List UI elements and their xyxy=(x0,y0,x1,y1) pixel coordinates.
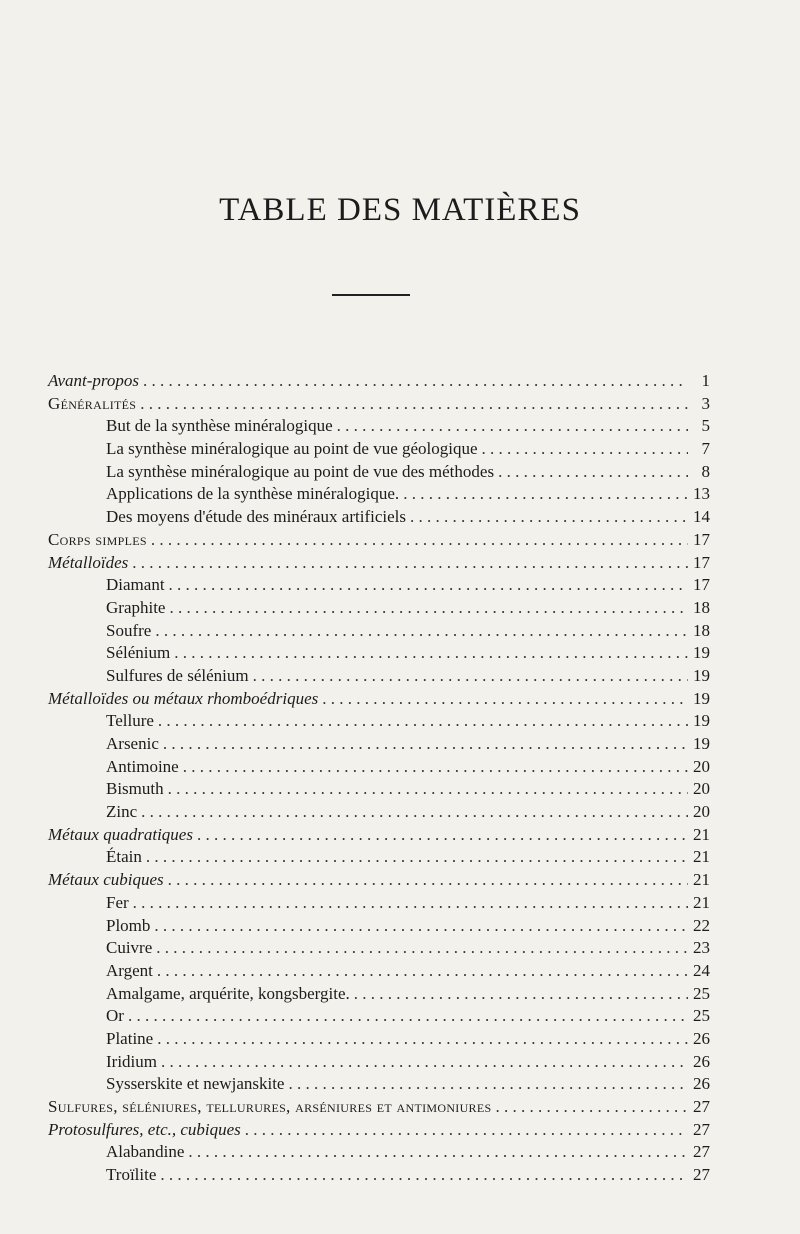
dot-leader xyxy=(132,552,688,575)
toc-entry-page: 21 xyxy=(693,892,710,912)
toc-entry-label: Métalloïdes ou métaux rhomboédriques xyxy=(48,688,319,708)
toc-entry xyxy=(48,937,710,960)
dot-leader xyxy=(157,1028,688,1051)
toc-entry-label: Iridium xyxy=(106,1051,157,1071)
toc-entry-page: 24 xyxy=(693,960,710,980)
toc-entry-page: 7 xyxy=(701,439,710,459)
toc-entry-page: 17 xyxy=(693,529,710,549)
dot-leader xyxy=(160,1164,688,1187)
toc-entry xyxy=(48,506,710,529)
toc-entry-label: But de la synthèse minéralogique xyxy=(106,416,333,436)
title-rule xyxy=(332,294,410,296)
toc-entry-label: Fer xyxy=(106,892,129,912)
toc-entry xyxy=(48,869,710,892)
toc-entry xyxy=(48,846,710,869)
toc-entry xyxy=(48,915,710,938)
toc-entry-label: Métalloïdes xyxy=(48,552,129,572)
toc-entry-page: 21 xyxy=(693,824,710,844)
toc-entry xyxy=(48,756,710,779)
toc-entry-label: Bismuth xyxy=(106,779,164,799)
toc-entry-page: 21 xyxy=(693,847,710,867)
table-of-contents xyxy=(48,370,710,1187)
toc-entry xyxy=(48,1096,710,1119)
toc-entry-page: 20 xyxy=(693,756,710,776)
toc-entry xyxy=(48,552,710,575)
toc-entry-page: 3 xyxy=(701,393,710,413)
dot-leader xyxy=(133,892,688,915)
toc-entry-label: Zinc xyxy=(106,802,138,822)
toc-entry-page: 25 xyxy=(693,983,710,1003)
dot-leader xyxy=(337,415,688,438)
toc-entry xyxy=(48,461,710,484)
toc-entry-page: 26 xyxy=(693,1028,710,1048)
toc-entry xyxy=(48,892,710,915)
toc-entry-page: 22 xyxy=(693,915,710,935)
toc-entry xyxy=(48,983,710,1006)
dot-leader xyxy=(183,756,688,779)
toc-entry-page: 8 xyxy=(701,461,710,481)
dot-leader xyxy=(141,801,688,824)
toc-entry-label: Plomb xyxy=(106,915,151,935)
dot-leader xyxy=(197,824,688,847)
toc-entry-page: 14 xyxy=(693,507,710,527)
page-title: TABLE DES MATIÈRES xyxy=(219,192,581,228)
toc-entry xyxy=(48,801,710,824)
toc-entry-page: 27 xyxy=(693,1119,710,1139)
toc-entry-page: 26 xyxy=(693,1074,710,1094)
toc-entry-label: Cuivre xyxy=(106,938,153,958)
dot-leader xyxy=(174,642,688,665)
toc-entry-page: 27 xyxy=(693,1142,710,1162)
dot-leader xyxy=(163,733,688,756)
toc-entry xyxy=(48,620,710,643)
toc-entry-label: Sysserskite et newjanskite xyxy=(106,1074,285,1094)
toc-entry-label: Applications de la synthèse minéralogique. xyxy=(106,484,400,504)
toc-entry-label: Antimoine xyxy=(106,756,179,776)
toc-entry-page: 27 xyxy=(693,1165,710,1185)
toc-entry xyxy=(48,1119,710,1142)
dot-leader xyxy=(498,461,688,484)
toc-entry xyxy=(48,642,710,665)
dot-leader xyxy=(169,574,688,597)
dot-leader xyxy=(157,960,688,983)
toc-entry-label: Diamant xyxy=(106,575,165,595)
dot-leader xyxy=(161,1051,688,1074)
dot-leader xyxy=(322,688,688,711)
toc-entry-page: 19 xyxy=(693,688,710,708)
dot-leader xyxy=(146,846,688,869)
dot-leader xyxy=(354,983,688,1006)
dot-leader xyxy=(288,1073,688,1096)
toc-entry-page: 20 xyxy=(693,779,710,799)
toc-entry xyxy=(48,1073,710,1096)
toc-entry-label: Métaux cubiques xyxy=(48,870,164,890)
toc-entry-label: La synthèse minéralogique au point de vue géologique xyxy=(106,439,478,459)
toc-entry-page: 5 xyxy=(701,416,710,436)
toc-entry-label: Corps simples xyxy=(48,529,147,549)
toc-entry xyxy=(48,1141,710,1164)
dot-leader xyxy=(158,710,688,733)
toc-entry-label: Argent xyxy=(106,960,153,980)
toc-entry xyxy=(48,574,710,597)
toc-entry xyxy=(48,778,710,801)
toc-entry xyxy=(48,710,710,733)
toc-entry-label: Troïlite xyxy=(106,1165,157,1185)
toc-entry-page: 21 xyxy=(693,870,710,890)
toc-entry-label: Alabandine xyxy=(106,1142,185,1162)
toc-entry xyxy=(48,597,710,620)
toc-entry xyxy=(48,1164,710,1187)
dot-leader xyxy=(143,370,688,393)
toc-entry-page: 20 xyxy=(693,802,710,822)
toc-entry-label: Amalgame, arquérite, kongsbergite. xyxy=(106,983,350,1003)
toc-entry-page: 13 xyxy=(693,484,710,504)
dot-leader xyxy=(169,597,688,620)
toc-entry xyxy=(48,824,710,847)
dot-leader xyxy=(156,937,688,960)
toc-entry-page: 27 xyxy=(693,1097,710,1116)
toc-entry-label: Sélénium xyxy=(106,643,171,663)
toc-entry-label: Platine xyxy=(106,1028,154,1048)
dot-leader xyxy=(403,483,688,506)
dot-leader xyxy=(482,438,688,461)
dot-leader xyxy=(188,1141,688,1164)
dot-leader xyxy=(495,1096,688,1119)
toc-entry-page: 1 xyxy=(701,371,710,390)
toc-entry-label: Graphite xyxy=(106,597,166,617)
toc-entry-page: 19 xyxy=(693,734,710,753)
dot-leader xyxy=(253,665,688,688)
toc-entry-label: La synthèse minéralogique au point de vue des méthodes xyxy=(106,461,495,481)
toc-entry-page: 17 xyxy=(693,575,710,595)
toc-entry xyxy=(48,438,710,461)
toc-entry-page: 23 xyxy=(693,938,710,958)
toc-entry xyxy=(48,960,710,983)
toc-entry-label: Des moyens d'étude des minéraux artificiels xyxy=(106,507,406,527)
toc-entry-page: 19 xyxy=(693,665,710,685)
toc-entry-page: 18 xyxy=(693,620,710,640)
toc-entry-page: 25 xyxy=(693,1006,710,1026)
toc-entry-page: 18 xyxy=(693,597,710,617)
toc-entry xyxy=(48,415,710,438)
toc-entry-label: Soufre xyxy=(106,620,152,640)
toc-entry-label: Métaux quadratiques xyxy=(48,824,193,844)
toc-entry-page: 26 xyxy=(693,1051,710,1071)
dot-leader xyxy=(154,915,688,938)
toc-entry xyxy=(48,665,710,688)
toc-entry-label: Tellure xyxy=(106,711,154,731)
toc-entry-label: Sulfures, séléniures, tellurures, arséniures et antimoniures xyxy=(48,1097,492,1116)
toc-entry-label: Sulfures de sélénium xyxy=(106,665,249,685)
toc-entry-label: Généralités xyxy=(48,393,137,413)
dot-leader xyxy=(410,506,688,529)
dot-leader xyxy=(168,778,688,801)
dot-leader xyxy=(128,1005,688,1028)
toc-entry-page: 19 xyxy=(693,711,710,731)
toc-entry-label: Protosulfures, etc., cubiques xyxy=(48,1119,241,1139)
toc-entry xyxy=(48,483,710,506)
toc-entry xyxy=(48,393,710,416)
toc-entry xyxy=(48,529,710,552)
toc-entry xyxy=(48,370,710,393)
toc-entry-label: Arsenic xyxy=(106,734,159,753)
dot-leader xyxy=(168,869,688,892)
dot-leader xyxy=(245,1119,688,1142)
toc-entry xyxy=(48,1051,710,1074)
toc-entry xyxy=(48,733,710,756)
toc-entry-page: 17 xyxy=(693,552,710,572)
dot-leader xyxy=(140,393,688,416)
toc-entry xyxy=(48,1005,710,1028)
toc-entry-page: 19 xyxy=(693,643,710,663)
dot-leader xyxy=(155,620,688,643)
toc-entry-label: Étain xyxy=(106,847,142,867)
toc-entry-label: Avant-propos xyxy=(48,371,139,390)
toc-entry xyxy=(48,1028,710,1051)
toc-entry-label: Or xyxy=(106,1006,124,1026)
toc-entry xyxy=(48,688,710,711)
dot-leader xyxy=(151,529,688,552)
